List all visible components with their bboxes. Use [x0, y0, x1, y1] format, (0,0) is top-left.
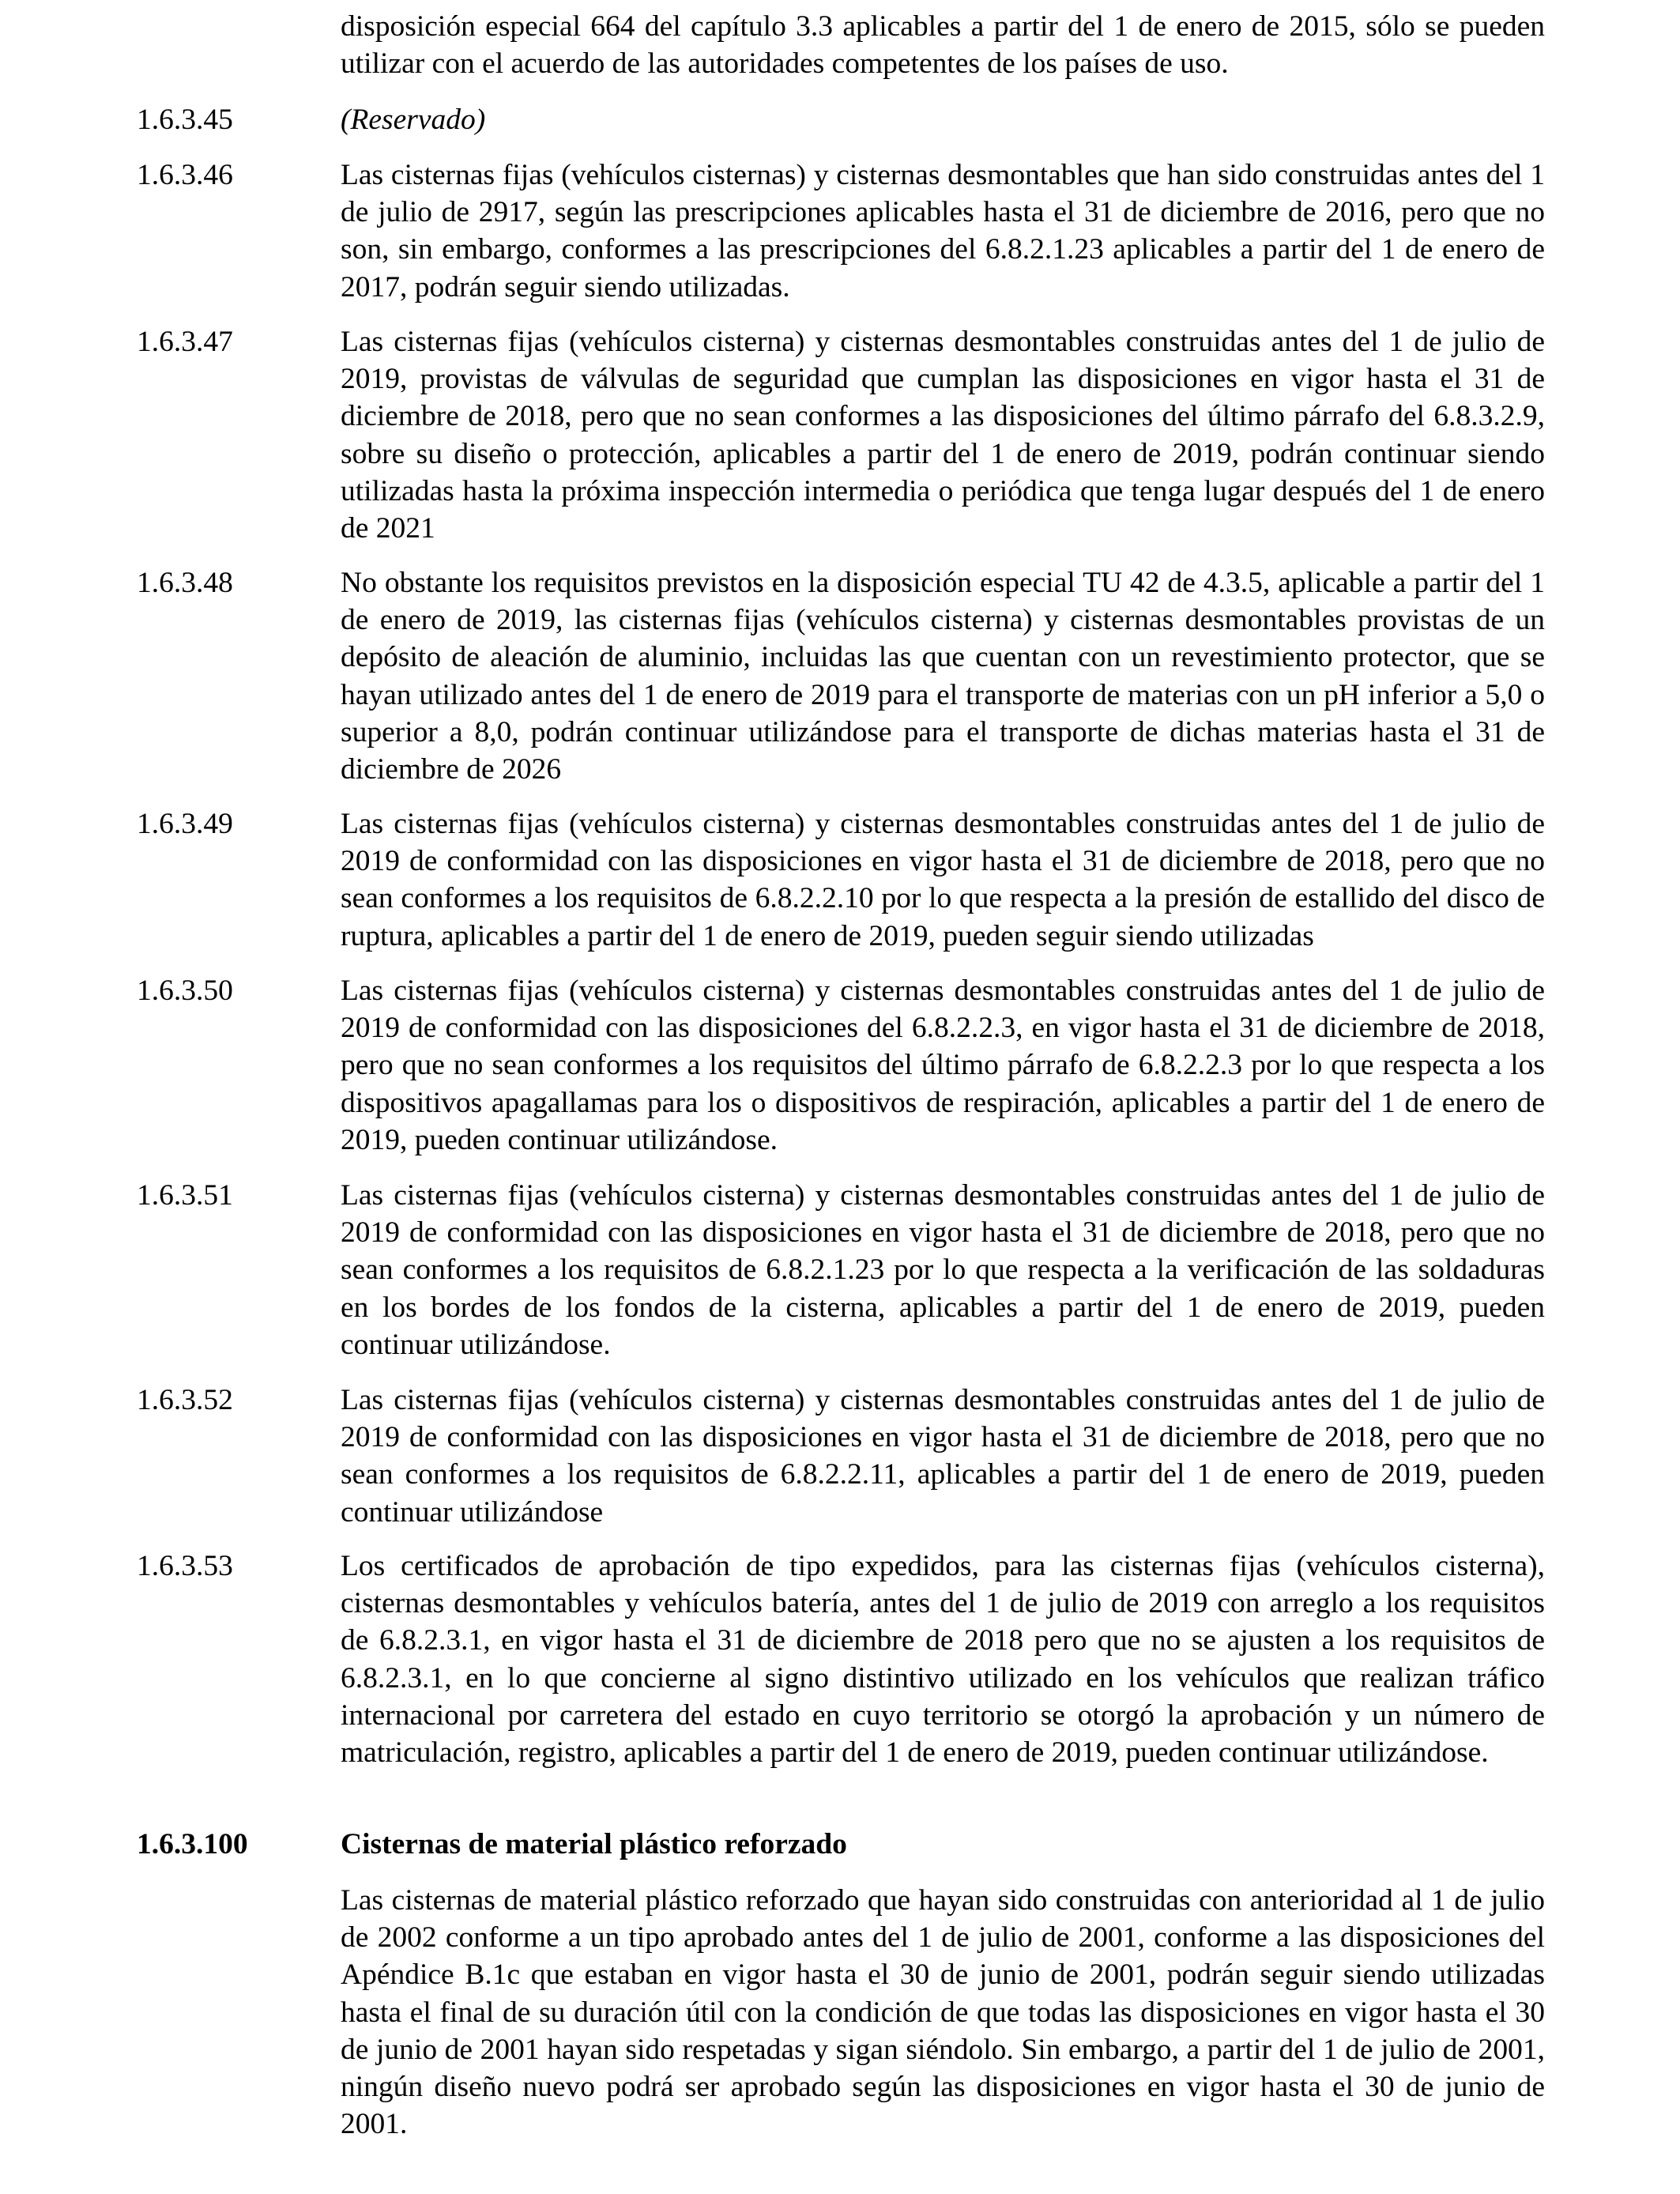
- paragraph-text: Las cisternas fijas (vehículos cisterna) y cisternas desmontables construidas antes del 1 de julio de 2019 de conformidad con las disposiciones en vigor hasta el 31 de diciembre de 2018, pero que no sean conformes a los requisitos de 6.8.2.2.10 por lo que respecta a la presión de estallido del disco de ruptura, aplicables a partir del 1 de enero de 2019, pueden seguir siendo utilizadas: [341, 808, 1545, 952]
- paragraph-text: Las cisternas de material plástico reforzado que hayan sido construidas con anterioridad al 1 de julio de 2002 conforme a un tipo aprobado antes del 1 de julio de 2001, conforme a las disposiciones del Apéndice B.1c que estaban en vigor hasta el 30 de junio de 2001, podrán seguir siendo utilizadas hasta el final de su duración útil con la condición de que todas las disposiciones en vigor hasta el 30 de junio de 2001 hayan sido respetadas y sigan siéndolo. Sin embargo, a partir del 1 de julio de 2001, ningún diseño nuevo podrá ser aprobado según las disposiciones en vigor hasta el 30 de junio de 2001.: [341, 1884, 1545, 2141]
- paragraph-number: 1.6.3.48: [137, 567, 233, 599]
- paragraph-text: (Reservado): [341, 104, 486, 136]
- paragraph-text: Las cisternas fijas (vehículos cisterna) y cisternas desmontables construidas antes del 1 de julio de 2019 de conformidad con las disposiciones en vigor hasta el 31 de diciembre de 2018, pero que no sean conformes a los requisitos de 6.8.2.2.11, aplicables a partir del 1 de enero de 2019, pueden continuar utilizándose: [341, 1384, 1545, 1529]
- paragraph-text: Las cisternas fijas (vehículos cisternas) y cisternas desmontables que han sido construidas antes del 1 de julio de 2917, según las prescripciones aplicables hasta el 31 de diciembre de 2016, pero que no son, sin embargo, conformes a las prescripciones del 6.8.2.1.23 aplicables a partir del 1 de enero de 2017, podrán seguir siendo utilizadas.: [341, 159, 1545, 303]
- paragraph-number: 1.6.3.49: [137, 808, 233, 840]
- paragraph-text: disposición especial 664 del capítulo 3.3 aplicables a partir del 1 de enero de 2015, sólo se pueden utilizar con el acuerdo de las autoridades competentes de los países de uso.: [341, 10, 1545, 81]
- paragraph-text: Las cisternas fijas (vehículos cisterna) y cisternas desmontables construidas antes del 1 de julio de 2019 de conformidad con las disposiciones en vigor hasta el 31 de diciembre de 2018, pero que no sean conformes a los requisitos de 6.8.2.1.23 por lo que respecta a la verificación de las soldaduras en los bordes de los fondos de la cisterna, aplicables a partir del 1 de enero de 2019, pueden continuar utilizándose.: [341, 1179, 1545, 1361]
- paragraph-text: Las cisternas fijas (vehículos cisterna) y cisternas desmontables construidas antes del 1 de julio de 2019 de conformidad con las disposiciones del 6.8.2.2.3, en vigor hasta el 31 de diciembre de 2018, pero que no sean conformes a los requisitos del último párrafo de 6.8.2.2.3 por lo que respecta a los dispositivos apagallamas para los o dispositivos de respiración, aplicables a partir del 1 de enero de 2019, pueden continuar utilizándose.: [341, 974, 1545, 1156]
- paragraph-text: No obstante los requisitos previstos en la disposición especial TU 42 de 4.3.5, aplicable a partir del 1 de enero de 2019, las cisternas fijas (vehículos cisterna) y cisternas desmontables provistas de un depósito de aleación de aluminio, incluidas las que cuentan con un revestimiento protector, que se hayan utilizado antes del 1 de enero de 2019 para el transporte de materias con un pH inferior a 5,0 o superior a 8,0, podrán continuar utilizándose para el transporte de dichas materias hasta el 31 de diciembre de 2026: [341, 567, 1545, 786]
- paragraph-number: 1.6.3.46: [137, 159, 233, 191]
- section-number: 1.6.3.100: [137, 1828, 248, 1860]
- paragraph-number: 1.6.3.45: [137, 104, 233, 136]
- paragraph-text: Los certificados de aprobación de tipo expedidos, para las cisternas fijas (vehículos cisterna), cisternas desmontables y vehículos batería, antes del 1 de julio de 2019 con arreglo a los requisitos de 6.8.2.3.1, en vigor hasta el 31 de diciembre de 2018 pero que no se ajusten a los requisitos de 6.8.2.3.1, en lo que concierne al signo distintivo utilizado en los vehículos que realizan tráfico internacional por carretera del estado en cuyo territorio se otorgó la aprobación y un número de matriculación, registro, aplicables a partir del 1 de enero de 2019, pueden continuar utilizándose.: [341, 1550, 1545, 1770]
- paragraph-number: 1.6.3.50: [137, 974, 233, 1007]
- paragraph-number: 1.6.3.47: [137, 326, 233, 358]
- paragraph-number: 1.6.3.51: [137, 1179, 233, 1212]
- paragraph-number: 1.6.3.53: [137, 1550, 233, 1582]
- paragraph-number: 1.6.3.52: [137, 1384, 233, 1416]
- paragraph-text: Las cisternas fijas (vehículos cisterna) y cisternas desmontables construidas antes del 1 de julio de 2019, provistas de válvulas de seguridad que cumplan las disposiciones en vigor hasta el 31 de diciembre de 2018, pero que no sean conformes a las disposiciones del último párrafo del 6.8.3.2.9, sobre su diseño o protección, aplicables a partir del 1 de enero de 2019, podrán continuar siendo utilizadas hasta la próxima inspección intermedia o periódica que tenga lugar después del 1 de enero de 2021: [341, 326, 1545, 545]
- section-heading: Cisternas de material plástico reforzado: [341, 1828, 847, 1860]
